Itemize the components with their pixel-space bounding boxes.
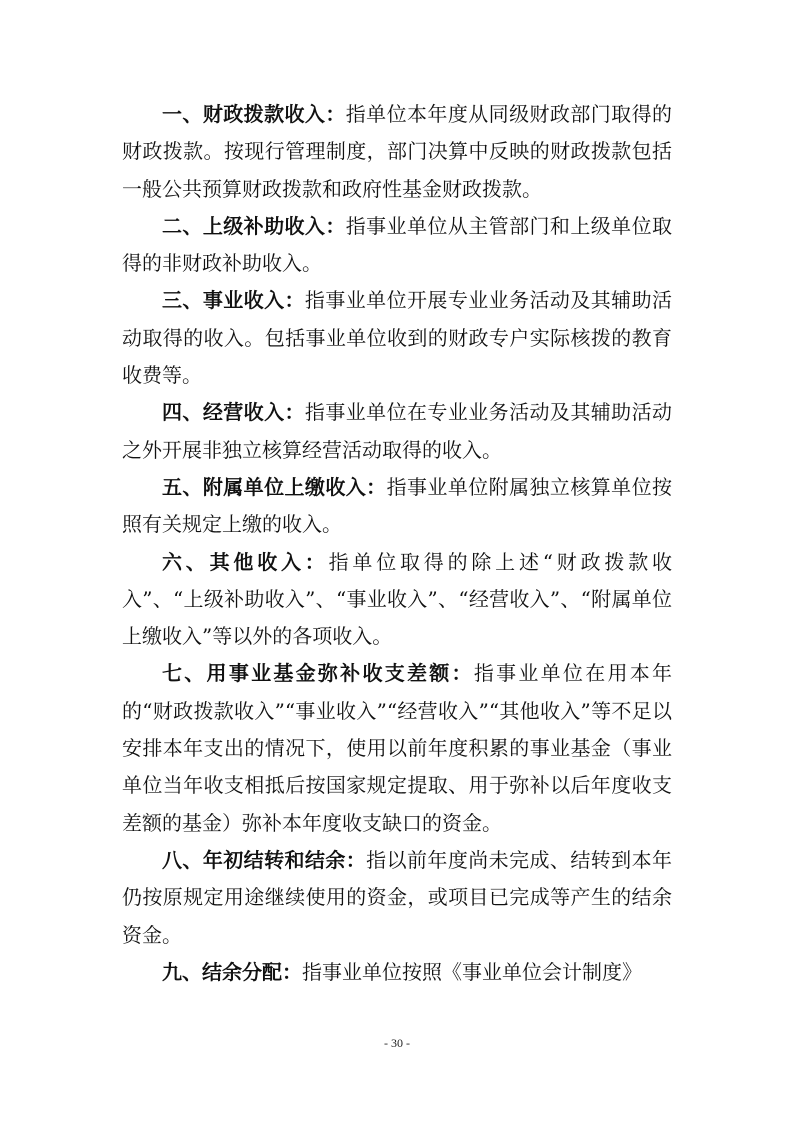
paragraph xyxy=(122,842,672,954)
definition-text: 指事业单位在用本年的“财政拨款收入”“事业收入”“经营收入”“其他收入”等不足以安排本年支出的情况下，使用以前年度积累的事业基金（事业单位当年收支相抵后按国家规定提取、用于弥补以后年度收支差额的基金）弥补本年度收支缺口的资金。 xyxy=(122,661,673,835)
paragraph xyxy=(122,544,672,656)
paragraph xyxy=(122,96,672,208)
definition-text: 指单位取得的除上述“财政拨款收入”、“上级补助收入”、“事业收入”、“经营收入”、“附属单位上缴收入”等以外的各项收入。 xyxy=(122,549,672,649)
definition-text: 指事业单位开展专业业务活动及其辅助活动取得的收入。包括事业单位收到的财政专户实际核拨的教育收费等。 xyxy=(122,288,673,388)
paragraph xyxy=(122,469,672,544)
definition-text: 指事业单位附属独立核算单位按照有关规定上缴的收入。 xyxy=(122,474,673,537)
paragraph xyxy=(122,954,672,991)
definition-text: 指事业单位在专业业务活动及其辅助活动之外开展非独立核算经营活动取得的收入。 xyxy=(122,400,673,462)
paragraph xyxy=(122,208,672,283)
term-heading: 四、经营收入： xyxy=(162,400,305,425)
term-heading: 六、其他收入： xyxy=(162,549,329,574)
page-number: - 30 - xyxy=(384,1036,410,1050)
definition-text: 指事业单位从主管部门和上级单位取得的非财政补助收入。 xyxy=(122,213,672,276)
term-heading: 九、结余分配： xyxy=(162,959,302,984)
document-body xyxy=(122,96,672,991)
definition-text: 指单位本年度从同级财政部门取得的财政拨款。按现行管理制度，部门决算中反映的财政拨款包括一般公共预算财政拨款和政府性基金财政拨款。 xyxy=(122,102,672,201)
paragraph xyxy=(122,282,672,394)
paragraph xyxy=(122,394,672,469)
term-heading: 八、年初结转和结余： xyxy=(162,847,367,872)
definition-text: 指事业单位按照《事业单位会计制度》 xyxy=(302,959,642,984)
term-heading: 三、事业收入： xyxy=(162,288,305,313)
term-heading: 五、附属单位上缴收入： xyxy=(162,474,387,499)
term-heading: 二、上级补助收入： xyxy=(162,213,346,238)
paragraph xyxy=(122,655,672,841)
term-heading: 一、财政拨款收入： xyxy=(162,102,346,126)
term-heading: 七、用事业基金弥补收支差额： xyxy=(162,661,474,686)
definition-text: 指以前年度尚未完成、结转到本年仍按原规定用途继续使用的资金，或项目已完成等产生的结余资金。 xyxy=(122,847,673,947)
